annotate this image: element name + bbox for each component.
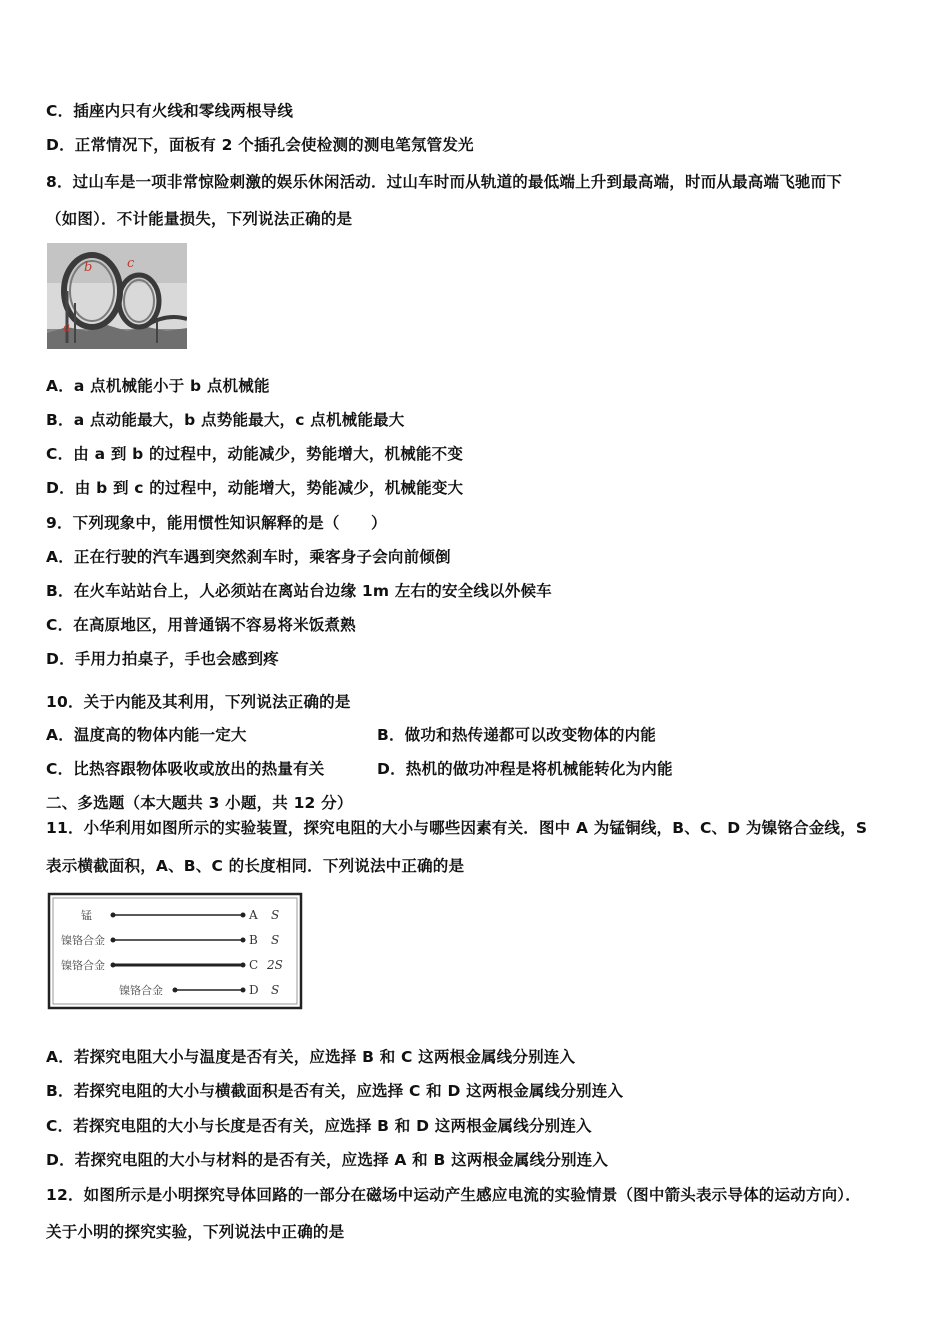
q11-option-d: D．若探究电阻的大小与材料的是否有关，应选择 A 和 B 这两根金属线分别连入 bbox=[46, 1151, 609, 1169]
q10-option-b: B．做功和热传递都可以改变物体的内能 bbox=[377, 726, 656, 744]
q11-option-c: C．若探究电阻的大小与长度是否有关，应选择 B 和 D 这两根金属线分别连入 bbox=[46, 1117, 592, 1135]
q7-option-d: D．正常情况下，面板有 2 个插孔会使检测的测电笔氖管发光 bbox=[46, 136, 474, 154]
roller-coaster-figure bbox=[47, 243, 187, 349]
wire-a-end: A bbox=[249, 908, 258, 922]
wire-c-material: 镍铬合金 bbox=[61, 959, 105, 972]
q8-stem-line2: （如图）．不计能量损失，下列说法正确的是 bbox=[46, 210, 353, 228]
q9-stem: 9．下列现象中，能用惯性知识解释的是（ ） bbox=[46, 514, 387, 532]
wire-b-area: S bbox=[271, 933, 280, 947]
q11-option-a: A．若探究电阻大小与温度是否有关，应选择 B 和 C 这两根金属线分别连入 bbox=[46, 1048, 576, 1066]
wire-d-end: D bbox=[249, 983, 259, 997]
q7-option-c: C．插座内只有火线和零线两根导线 bbox=[46, 102, 294, 120]
wire-board-figure bbox=[47, 892, 303, 1010]
wire-c-end: C bbox=[249, 958, 259, 972]
wire-a-material: 锰 bbox=[81, 909, 92, 922]
q12-stem-line2: 关于小明的探究实验，下列说法中正确的是 bbox=[46, 1223, 345, 1241]
section-title: 二、多选题（本大题共 3 小题，共 12 分） bbox=[46, 794, 353, 812]
q8-option-b: B．a 点动能最大，b 点势能最大，c 点机械能最大 bbox=[46, 411, 405, 429]
q10-option-c: C．比热容跟物体吸收或放出的热量有关 bbox=[46, 760, 325, 778]
q8-option-a: A．a 点机械能小于 b 点机械能 bbox=[46, 377, 270, 395]
q8-stem-line1: 8．过山车是一项非常惊险刺激的娱乐休闲活动．过山车时而从轨道的最低端上升到最高端，时而从最高端飞驰而下 bbox=[46, 173, 842, 191]
q11-stem-line2: 表示横截面积，A、B、C 的长度相同．下列说法中正确的是 bbox=[46, 857, 465, 875]
q9-option-b: B．在火车站站台上，人必须站在离站台边缘 1m 左右的安全线以外候车 bbox=[46, 582, 552, 600]
label-b: b bbox=[84, 260, 93, 275]
q9-option-c: C．在高原地区，用普通锅不容易将米饭煮熟 bbox=[46, 616, 356, 634]
q10-stem: 10．关于内能及其利用，下列说法正确的是 bbox=[46, 693, 351, 711]
q10-option-a: A．温度高的物体内能一定大 bbox=[46, 726, 247, 744]
label-c: c bbox=[127, 256, 135, 271]
q8-option-c: C．由 a 到 b 的过程中，动能减少，势能增大，机械能不变 bbox=[46, 445, 464, 463]
wire-d-area: S bbox=[271, 983, 280, 997]
q11-stem-line1: 11．小华利用如图所示的实验装置，探究电阻的大小与哪些因素有关．图中 A 为锰铜线，B、C、D 为镍铬合金线，S bbox=[46, 819, 868, 837]
wire-a-area: S bbox=[271, 908, 280, 922]
wire-b-material: 镍铬合金 bbox=[61, 934, 105, 947]
wire-d-material: 镍铬合金 bbox=[119, 984, 163, 997]
q8-option-d: D．由 b 到 c 的过程中，动能增大，势能减少，机械能变大 bbox=[46, 479, 464, 497]
wire-b-end: B bbox=[249, 933, 258, 947]
label-a: a bbox=[63, 320, 71, 334]
wire-c-area: 2S bbox=[267, 958, 283, 972]
q10-option-d: D．热机的做功冲程是将机械能转化为内能 bbox=[377, 760, 673, 778]
q9-option-d: D．手用力拍桌子，手也会感到疼 bbox=[46, 650, 279, 668]
q9-option-a: A．正在行驶的汽车遇到突然刹车时，乘客身子会向前倾倒 bbox=[46, 548, 451, 566]
q12-stem-line1: 12．如图所示是小明探究导体回路的一部分在磁场中运动产生感应电流的实验情景（图中箭头表示导体的运动方向）． bbox=[46, 1186, 861, 1204]
q11-option-b: B．若探究电阻的大小与横截面积是否有关，应选择 C 和 D 这两根金属线分别连入 bbox=[46, 1082, 624, 1100]
